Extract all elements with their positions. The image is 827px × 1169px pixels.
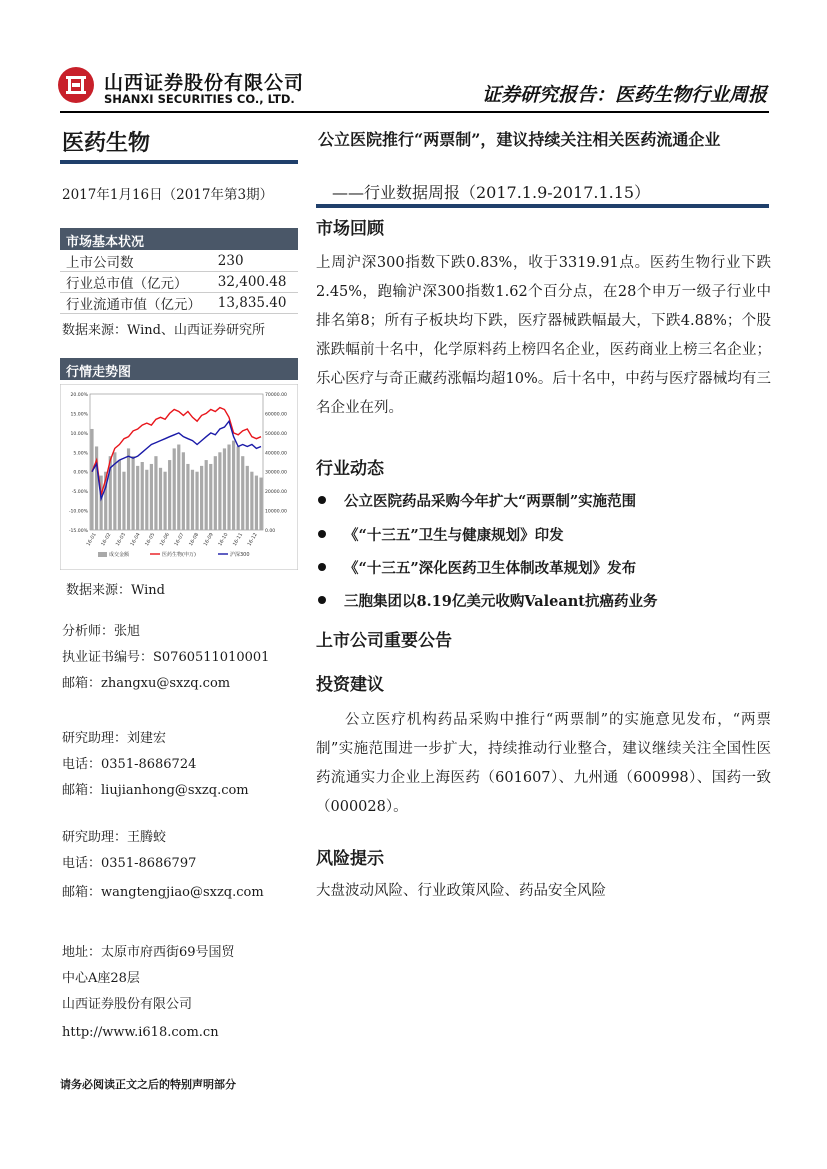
sector-title: 医药生物 — [62, 130, 151, 156]
volume-bar — [209, 464, 212, 530]
volume-bar — [118, 460, 121, 530]
bullet-icon — [318, 530, 326, 538]
website-link[interactable]: http://www.i618.com.cn — [62, 1025, 219, 1040]
assistant-2-name: 研究助理：王腾蛟 — [62, 830, 167, 845]
news-item-text: 三胞集团以8.19亿美元收购Valeant抗癌药业务 — [344, 593, 658, 610]
market-data-source: 数据来源：Wind、山西证券研究所 — [62, 323, 265, 338]
x-tick-label: 16-10 — [218, 532, 230, 548]
chart-data-source: 数据来源：Wind — [66, 583, 165, 598]
table-cell-value: 13,835.40 — [218, 293, 298, 314]
sector-divider — [60, 160, 298, 164]
table-row — [60, 251, 298, 272]
legend-label: 沪深300 — [230, 552, 250, 558]
market-status-table — [60, 251, 298, 314]
assistant-1-email[interactable]: 邮箱：liujianhong@sxzq.com — [62, 783, 249, 798]
report-date: 2017年1月16日（2017年第3期） — [62, 187, 274, 203]
x-tick-label: 16-09 — [203, 532, 215, 548]
volume-bar — [168, 460, 171, 530]
assistant-1-name: 研究助理：刘建宏 — [62, 731, 167, 746]
x-tick-label: 16-02 — [101, 532, 113, 548]
trend-chart — [60, 384, 298, 570]
y-left-tick-label: -10.00% — [68, 509, 88, 515]
y-left-tick-label: -15.00% — [68, 529, 88, 534]
volume-bar — [122, 472, 125, 530]
volume-bar — [132, 456, 135, 530]
volume-bar — [214, 456, 217, 530]
trend-chart-heading: 行情走势图 — [60, 358, 298, 380]
legend-swatch-volume — [98, 552, 107, 557]
y-right-tick-label: 60000.00 — [265, 412, 287, 418]
news-item-text: 《“十三五”深化医药卫生体制改革规划》发布 — [344, 560, 637, 577]
volume-bar — [259, 478, 262, 530]
investment-advice-heading: 投资建议 — [316, 675, 384, 695]
headline-divider — [316, 204, 769, 208]
x-tick-label: 16-05 — [144, 532, 157, 548]
market-review-text: 上周沪深300指数下跌0.83%，收于3319.91点。医药生物行业下跌2.45%，跑输沪深300指数1.62个百分点，在28个申万一级子行业中排名第8；所有子板块均下跌，医疗器械跌幅最大，下跌4.88%；个股涨跌幅前十名中，化学原料药上榜四名企业，医药商业上榜三名企业；乐心医疗与奇正藏药涨幅均超10%。后十名中，中药与医疗器械均有三名企业在列。 — [316, 255, 771, 416]
bullet-icon — [318, 596, 326, 604]
y-right-tick-label: 50000.00 — [265, 431, 287, 437]
table-cell-label: 上市公司数 — [60, 251, 218, 272]
volume-bar — [182, 452, 185, 530]
announcements-heading: 上市公司重要公告 — [316, 631, 452, 651]
assistant-2-email[interactable]: 邮箱：wangtengjiao@sxzq.com — [62, 885, 264, 900]
company-name-en: SHANXI SECURITIES CO., LTD. — [104, 92, 295, 106]
risk-heading: 风险提示 — [316, 849, 384, 869]
company-name-cn: 山西证券股份有限公司 — [104, 72, 305, 94]
volume-bar — [150, 464, 153, 530]
x-tick-label: 16-06 — [159, 532, 171, 548]
volume-bar — [159, 468, 162, 530]
table-cell-label: 行业总市值（亿元） — [60, 272, 218, 293]
volume-bar — [127, 448, 130, 530]
y-right-tick-label: 10000.00 — [265, 509, 287, 515]
investment-advice-text: 公立医疗机构药品采购中推行“两票制”的实施意见发布，“两票制”实施范围进一步扩大，持续推动行业整合，建议继续关注全国性医药流通实力企业上海医药（601607）、九州通（600998）、国药一致（000028）。 — [316, 712, 771, 815]
market-status-heading: 市场基本状况 — [60, 228, 298, 250]
volume-bar — [223, 448, 226, 530]
volume-bar — [163, 472, 166, 530]
y-left-tick-label: -5.00% — [71, 490, 88, 496]
list-item — [318, 524, 564, 545]
volume-bar — [141, 462, 144, 530]
y-right-tick-label: 30000.00 — [265, 470, 287, 476]
risk-text: 大盘波动风险、行业政策风险、药品安全风险 — [316, 883, 606, 899]
list-item — [318, 490, 636, 511]
y-left-tick-label: 5.00% — [73, 451, 88, 457]
table-row — [60, 272, 298, 293]
volume-bar — [255, 476, 258, 530]
volume-bar — [227, 445, 230, 530]
news-item-text: 公立医院药品采购今年扩大“两票制”实施范围 — [344, 493, 637, 510]
x-tick-label: 16-03 — [115, 532, 128, 548]
header-divider — [60, 111, 769, 113]
disclaimer: 请务必阅读正文之后的特别声明部分 — [60, 1078, 236, 1091]
report-headline: 公立医院推行“两票制”，建议持续关注相关医药流通企业 — [318, 130, 721, 149]
volume-bar — [191, 470, 194, 530]
address-line-1: 地址：太原市府西街69号国贸 — [62, 945, 235, 960]
y-right-tick-label: 20000.00 — [265, 490, 287, 496]
y-left-tick-label: 20.00% — [70, 393, 88, 398]
x-tick-label: 16-08 — [188, 532, 201, 548]
volume-bar — [177, 445, 180, 530]
legend-label: 医药生物(申万) — [162, 552, 196, 558]
y-right-tick-label: 70000.00 — [265, 393, 287, 398]
x-tick-label: 16-01 — [86, 532, 98, 548]
volume-bar — [237, 446, 240, 530]
bullet-icon — [318, 496, 326, 504]
volume-bar — [200, 466, 203, 530]
table-cell-value: 230 — [218, 251, 298, 272]
y-right-tick-label: 40000.00 — [265, 451, 287, 457]
list-item — [318, 557, 636, 578]
volume-bar — [186, 464, 189, 530]
address-line-2: 中心A座28层 — [62, 971, 140, 986]
volume-bar — [241, 456, 244, 530]
y-right-tick-label: 0.00 — [265, 529, 276, 534]
x-tick-label: 16-12 — [247, 532, 259, 548]
volume-bar — [154, 456, 157, 530]
legend-label: 成交金额 — [109, 552, 130, 558]
analyst-name: 分析师：张旭 — [62, 624, 141, 639]
y-left-tick-label: 0.00% — [73, 470, 88, 476]
volume-bar — [205, 460, 208, 530]
company-logo-icon — [57, 66, 95, 104]
assistant-1-phone: 电话：0351-8686724 — [62, 757, 197, 772]
assistant-2-phone: 电话：0351-8686797 — [62, 856, 197, 871]
analyst-cert: 执业证书编号：S0760511010001 — [62, 650, 270, 665]
bullet-icon — [318, 563, 326, 571]
volume-bar — [232, 441, 235, 530]
industry-news-heading: 行业动态 — [316, 459, 384, 479]
market-review-heading: 市场回顾 — [316, 219, 384, 239]
report-title: 证券研究报告：医药生物行业周报 — [481, 84, 767, 106]
company-name-footer: 山西证券股份有限公司 — [62, 997, 193, 1012]
table-row — [60, 293, 298, 314]
analyst-email[interactable]: 邮箱：zhangxu@sxzq.com — [62, 676, 231, 691]
volume-bar — [246, 466, 249, 530]
y-left-tick-label: 10.00% — [70, 431, 88, 437]
volume-bar — [173, 448, 176, 530]
table-cell-value: 32,400.48 — [218, 272, 298, 293]
volume-bar — [136, 466, 139, 530]
volume-bar — [90, 429, 93, 530]
y-left-tick-label: 15.00% — [70, 412, 88, 418]
volume-bar — [145, 470, 148, 530]
news-item-text: 《“十三五”卫生与健康规划》印发 — [344, 527, 564, 544]
list-item — [318, 590, 658, 611]
table-cell-label: 行业流通市值（亿元） — [60, 293, 218, 314]
x-tick-label: 16-11 — [232, 532, 245, 548]
x-tick-label: 16-07 — [174, 532, 186, 548]
volume-bar — [195, 472, 198, 530]
volume-bar — [218, 452, 221, 530]
x-tick-label: 16-04 — [130, 532, 142, 548]
volume-bar — [250, 472, 253, 530]
report-subtitle: ——行业数据周报（2017.1.9-2017.1.15） — [332, 183, 651, 202]
